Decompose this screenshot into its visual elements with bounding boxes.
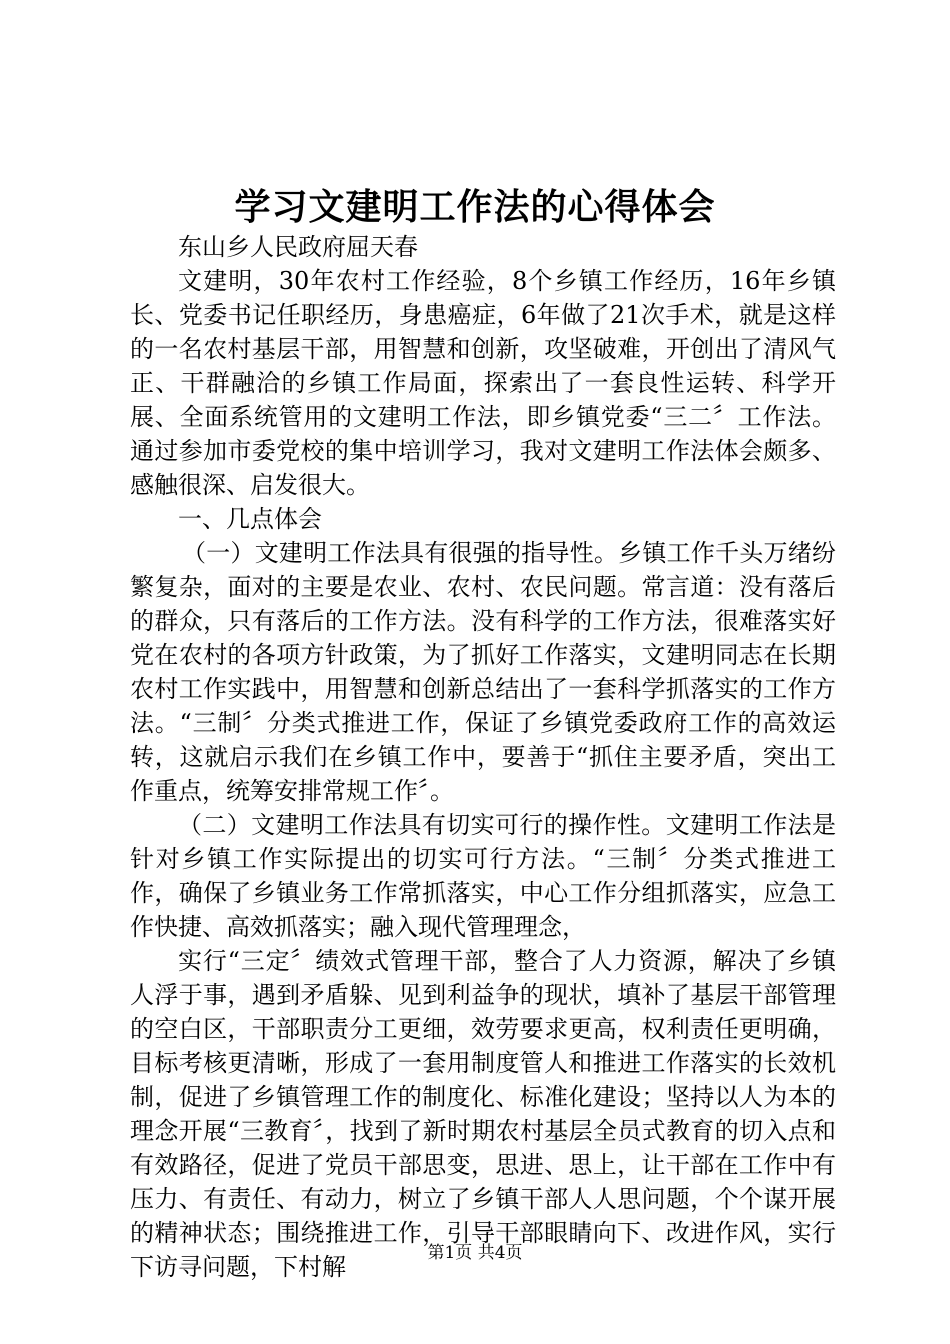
author-line: 东山乡人民政府屈天春 bbox=[178, 233, 418, 261]
paragraph: 实行“三定〞绩效式管理干部，整合了人力资源，解决了乡镇人浮于事，遇到矛盾躲、见到利益争的现状，填补了基层干部管理的空白区，干部职责分工更细，效劳要求更高，权利责任更明确，目标考核更清晰，形成了一套用制度管人和推进工作落实的长效机制，促进了乡镇管理工作的制度化、标准化建设；坚持以人为本的理念开展“三教育〞，找到了新时期农村基层全员式教育的切入点和有效路径，促进了党员干部思变，思进、思上，让干部在工作中有压力、有责任、有动力，树立了乡镇干部人人思问题，个个谋开展的精神状态；围绕推进工作，引导干部眼睛向下、改进作风，实行下访寻问题，下村解 bbox=[130, 947, 836, 1281]
section-heading: 一、几点体会 bbox=[178, 505, 322, 533]
paragraph: 文建明，30年农村工作经验，8个乡镇工作经历，16年乡镇长、党委书记任职经历，身患癌症，6年做了21次手术，就是这样的一名农村基层干部，用智慧和创新，攻坚破难，开创出了清风气正、干群融洽的乡镇工作局面，探索出了一套良性运转、科学开展、全面系统管用的文建明工作法，即乡镇党委“三二〞工作法。通过参加市委党校的集中培训学习，我对文建明工作法体会颇多、感触很深、启发很大。 bbox=[130, 267, 836, 499]
paragraph: （一）文建明工作法具有很强的指导性。乡镇工作千头万绪纷繁复杂，面对的主要是农业、农村、农民问题。常言道：没有落后的群众，只有落后的工作方法。没有科学的工作方法，很难落实好党在农村的各项方针政策，为了抓好工作落实，文建明同志在长期农村工作实践中，用智慧和创新总结出了一套科学抓落实的工作方法。“三制〞分类式推进工作，保证了乡镇党委政府工作的高效运转，这就启示我们在乡镇工作中，要善于“抓住主要矛盾，突出工作重点，统筹安排常规工作〞。 bbox=[130, 539, 836, 805]
document-body bbox=[130, 230, 836, 1284]
document-title: 学习文建明工作法的心得体会 bbox=[234, 186, 716, 228]
paragraph: （二）文建明工作法具有切实可行的操作性。文建明工作法是针对乡镇工作实际提出的切实可行方法。“三制〞分类式推进工作，确保了乡镇业务工作常抓落实，中心工作分组抓落实，应急工作快捷、高效抓落实；融入现代管理理念， bbox=[130, 811, 836, 941]
page-number: 第1页 共4页 bbox=[427, 1243, 523, 1263]
